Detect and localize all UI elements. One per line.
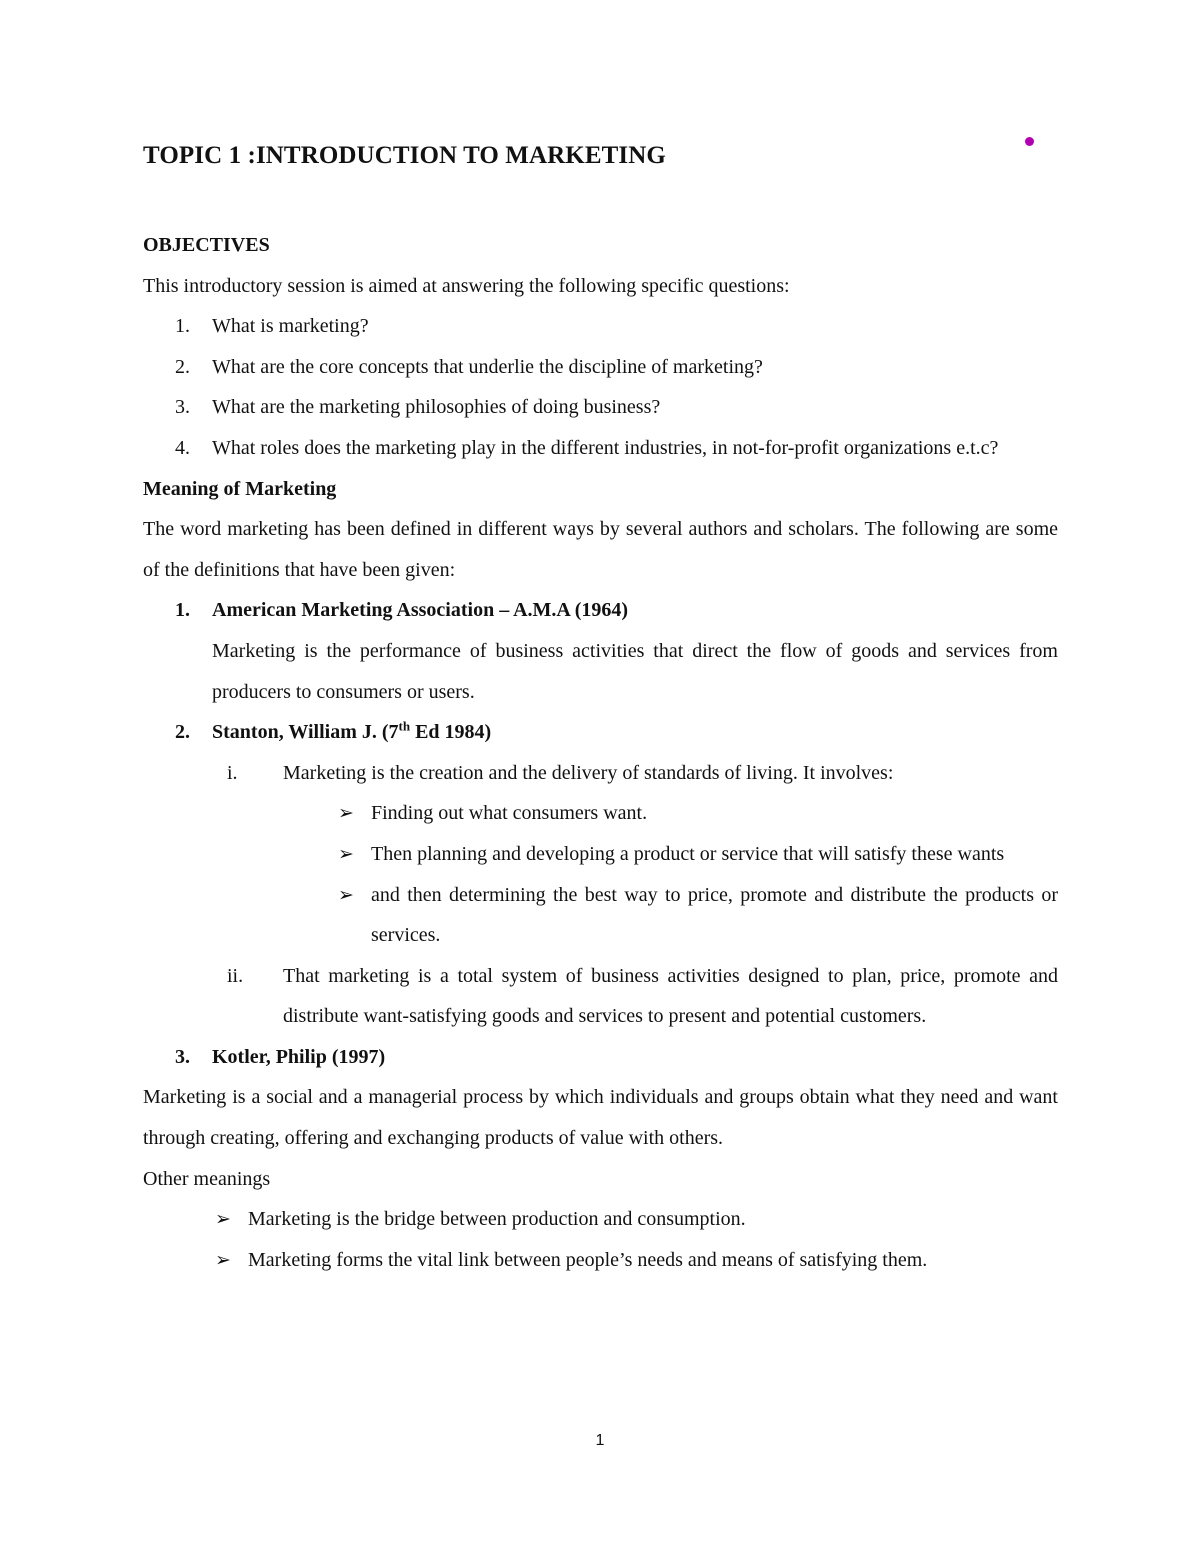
bullet-text: Marketing is the bridge between production and consumption. — [248, 1208, 746, 1231]
page-title: TOPIC 1 :INTRODUCTION TO MARKETING — [143, 142, 666, 169]
definition-source — [212, 718, 492, 744]
list-number: 3. — [175, 396, 190, 419]
arrow-bullet-icon: ➢ — [215, 1208, 231, 1231]
roman-text: That marketing is a total system of business activities designed to plan, price, promote and distribute want-satisfying goods and services to present and potential customers. — [283, 964, 1058, 1028]
definition-heading-ama — [143, 590, 1058, 631]
definition-number: 1. — [175, 599, 190, 622]
definition-source: Kotler, Philip (1997) — [212, 1045, 386, 1068]
bullet-text: Finding out what consumers want. — [371, 802, 648, 825]
definition-text-ama: Marketing is the performance of business activities that direct the flow of goods and services from producers to consumers or users. — [212, 639, 1058, 703]
arrow-bullet-icon: ➢ — [215, 1248, 231, 1271]
roman-number: ii. — [227, 964, 244, 987]
definition-number: 3. — [175, 1045, 190, 1068]
list-item — [143, 428, 1058, 469]
roman-text: Marketing is the creation and the delivery of standards of living. It involves: — [283, 761, 894, 784]
meaning-heading: Meaning of Marketing — [143, 477, 337, 500]
arrow-bullet-icon: ➢ — [338, 842, 354, 865]
page-number: 1 — [595, 1432, 605, 1449]
arrow-bullet-icon: ➢ — [338, 883, 354, 906]
bullet-item — [143, 1199, 1058, 1240]
objectives-list — [143, 306, 1058, 468]
list-text: What are the marketing philosophies of doing business? — [212, 396, 661, 419]
list-number: 2. — [175, 355, 190, 378]
bullet-item — [143, 875, 1058, 956]
list-number: 1. — [175, 315, 190, 338]
roman-number: i. — [227, 761, 238, 784]
meaning-intro: The word marketing has been defined in different ways by several authors and scholars. The following are some of the definitions that have been given: — [143, 518, 1058, 581]
bullet-text: Then planning and developing a product or service that will satisfy these wants — [371, 842, 1005, 865]
definition-text-kotler: Marketing is a social and a managerial process by which individuals and groups obtain what they need and want through creating, offering and exchanging products of value with others. — [143, 1086, 1058, 1150]
bullet-item — [143, 793, 1058, 834]
definition-source-post: Ed 1984) — [410, 721, 492, 744]
list-item — [143, 306, 1058, 347]
roman-item-i — [143, 753, 1058, 794]
list-item — [143, 387, 1058, 428]
accent-dot — [1025, 137, 1034, 146]
list-item — [143, 347, 1058, 388]
objectives-intro: This introductory session is aimed at answering the following specific questions: — [143, 274, 790, 297]
roman-item-ii — [143, 956, 1058, 1037]
document-body — [143, 225, 1058, 1280]
bullet-text: and then determining the best way to price, promote and distribute the products or services. — [371, 883, 1058, 947]
definition-heading-kotler — [143, 1037, 1058, 1078]
bullet-item — [143, 1240, 1058, 1281]
definition-source-pre: Stanton, William J. (7 — [212, 721, 399, 744]
definition-number: 2. — [175, 721, 190, 744]
list-number: 4. — [175, 436, 190, 459]
list-text: What roles does the marketing play in the different industries, in not-for-profit organizations e.t.c? — [212, 436, 999, 459]
objectives-heading: OBJECTIVES — [143, 234, 270, 256]
definition-source: American Marketing Association – A.M.A (1964) — [212, 599, 629, 622]
arrow-bullet-icon: ➢ — [338, 802, 354, 825]
bullet-text: Marketing forms the vital link between people’s needs and means of satisfying them. — [248, 1248, 928, 1271]
definition-source-sup: th — [398, 718, 411, 734]
list-text: What is marketing? — [212, 315, 369, 338]
other-meanings-heading: Other meanings — [143, 1167, 271, 1190]
definition-heading-stanton — [143, 712, 1058, 753]
bullet-item — [143, 834, 1058, 875]
list-text: What are the core concepts that underlie the discipline of marketing? — [212, 355, 763, 378]
